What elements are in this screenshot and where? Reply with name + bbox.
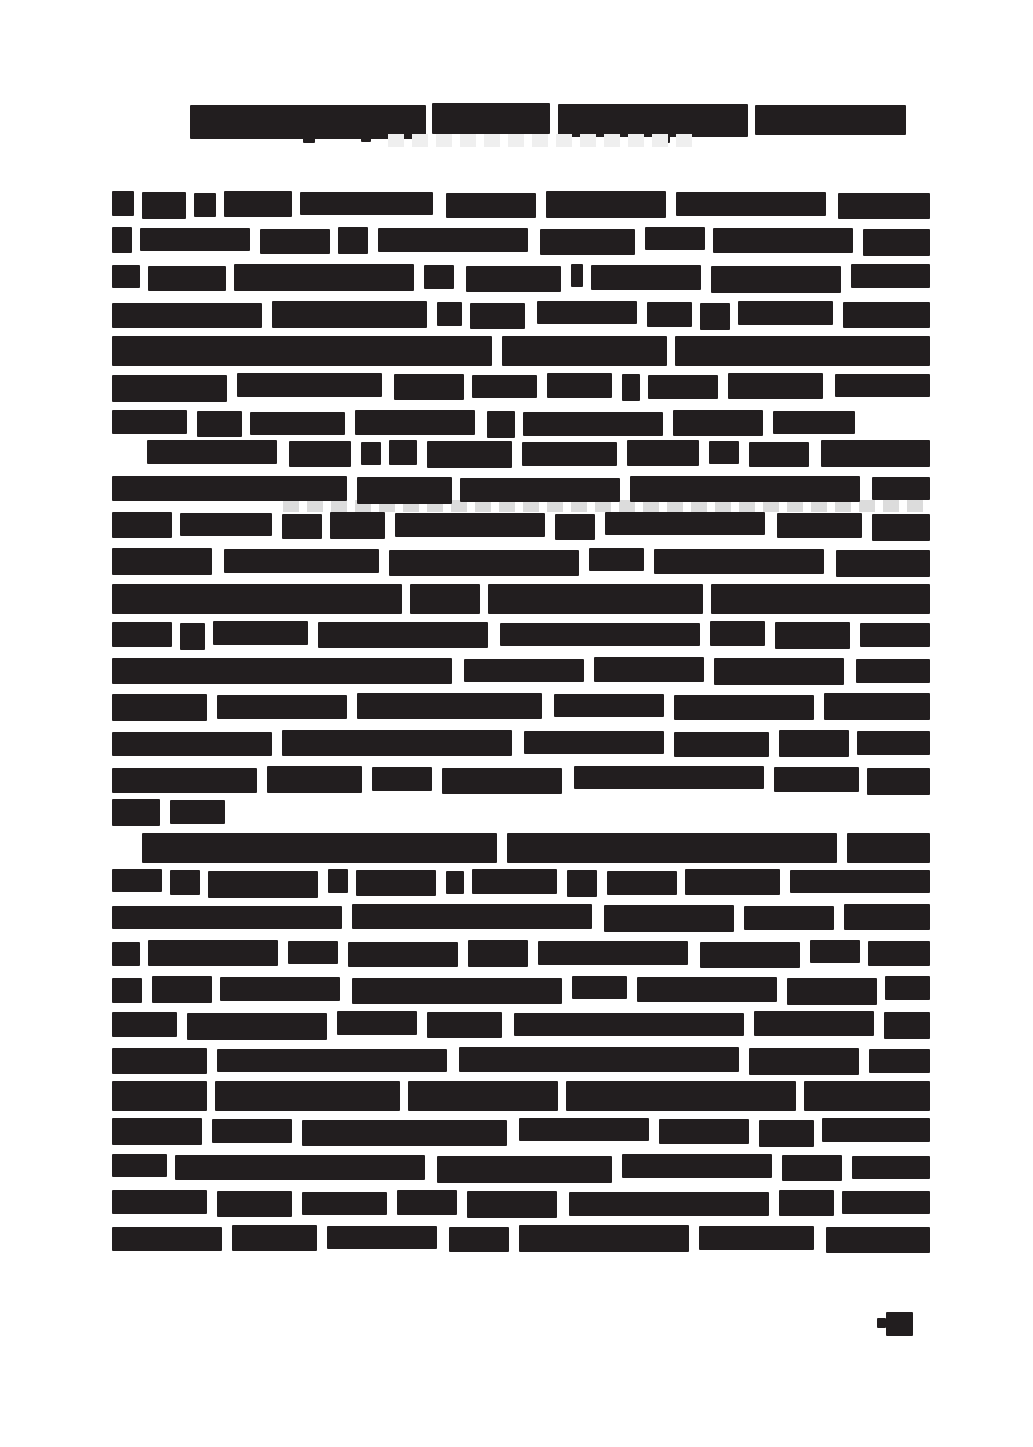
word-blob bbox=[810, 940, 860, 963]
word-blob bbox=[569, 1192, 769, 1216]
word-blob bbox=[711, 266, 841, 293]
word-blob bbox=[775, 622, 850, 649]
word-blob bbox=[357, 477, 452, 504]
word-blob bbox=[589, 548, 644, 571]
redacted-text-line bbox=[112, 549, 930, 576]
word-blob bbox=[302, 1120, 507, 1146]
word-blob bbox=[700, 303, 730, 330]
word-blob bbox=[112, 303, 262, 328]
word-blob bbox=[648, 375, 718, 399]
word-blob bbox=[645, 227, 705, 250]
redacted-text-line bbox=[112, 1119, 930, 1146]
word-blob bbox=[437, 1156, 612, 1183]
word-blob bbox=[605, 512, 765, 535]
redacted-text-line bbox=[112, 799, 225, 826]
redacted-text-line bbox=[112, 1155, 930, 1182]
word-blob bbox=[148, 266, 226, 291]
word-blob bbox=[744, 906, 834, 930]
word-blob bbox=[328, 869, 348, 893]
word-blob bbox=[836, 550, 930, 577]
word-blob bbox=[112, 768, 257, 793]
redacted-text-line bbox=[112, 905, 930, 932]
word-blob bbox=[372, 767, 432, 791]
redacted-running-header-line bbox=[190, 104, 906, 138]
word-blob bbox=[728, 373, 823, 399]
ghost-text-row bbox=[388, 134, 700, 147]
word-blob bbox=[537, 301, 637, 324]
word-blob bbox=[709, 441, 739, 464]
redacted-text-line bbox=[112, 977, 930, 1004]
word-blob bbox=[782, 1155, 842, 1181]
word-blob bbox=[112, 1154, 167, 1177]
word-blob bbox=[467, 1191, 557, 1218]
word-blob bbox=[567, 870, 597, 897]
word-blob bbox=[112, 1118, 202, 1145]
word-blob bbox=[538, 941, 688, 965]
word-blob bbox=[844, 904, 930, 930]
word-blob bbox=[872, 477, 930, 500]
word-blob bbox=[710, 621, 765, 646]
word-blob bbox=[112, 584, 402, 614]
word-blob bbox=[622, 1154, 772, 1178]
word-blob bbox=[357, 693, 542, 719]
word-blob bbox=[302, 1192, 387, 1215]
redacted-text-line bbox=[147, 441, 930, 468]
word-blob bbox=[488, 584, 703, 614]
word-blob bbox=[574, 766, 764, 789]
word-blob bbox=[197, 411, 242, 437]
redacted-text-line bbox=[112, 513, 930, 540]
word-blob bbox=[519, 1225, 689, 1252]
word-blob bbox=[523, 412, 663, 436]
word-blob bbox=[112, 1048, 207, 1074]
word-blob bbox=[566, 1081, 796, 1111]
word-blob bbox=[427, 1012, 502, 1038]
word-blob bbox=[300, 192, 433, 215]
word-blob bbox=[674, 695, 814, 720]
redacted-text-line bbox=[112, 336, 930, 366]
word-blob bbox=[338, 227, 368, 254]
word-blob bbox=[389, 440, 417, 465]
word-blob bbox=[558, 104, 748, 137]
word-blob bbox=[232, 1225, 317, 1251]
word-blob bbox=[637, 977, 777, 1002]
word-blob bbox=[194, 193, 216, 217]
word-blob bbox=[851, 264, 930, 288]
word-blob bbox=[397, 1190, 457, 1215]
word-blob bbox=[711, 584, 930, 614]
word-blob bbox=[654, 549, 824, 574]
word-blob bbox=[460, 478, 620, 502]
redacted-text-line bbox=[112, 1012, 930, 1039]
word-blob bbox=[446, 193, 536, 218]
word-blob bbox=[868, 941, 930, 966]
word-blob bbox=[250, 412, 345, 435]
word-blob bbox=[112, 548, 212, 575]
word-blob bbox=[361, 442, 381, 465]
word-blob bbox=[472, 375, 537, 398]
redacted-text-line bbox=[112, 1081, 930, 1111]
word-blob bbox=[838, 193, 930, 219]
word-blob bbox=[170, 800, 225, 824]
redacted-text-line bbox=[112, 1048, 930, 1075]
word-blob bbox=[826, 1227, 930, 1253]
redacted-text-line bbox=[112, 265, 930, 292]
word-blob bbox=[449, 1227, 509, 1252]
word-blob bbox=[884, 1012, 930, 1039]
word-blob bbox=[112, 476, 347, 501]
word-blob bbox=[500, 623, 700, 646]
word-blob bbox=[507, 833, 837, 863]
word-blob bbox=[142, 833, 497, 863]
word-blob bbox=[217, 695, 347, 719]
redacted-text-line bbox=[112, 731, 930, 758]
word-blob bbox=[142, 192, 186, 219]
redacted-text-line bbox=[112, 192, 930, 219]
word-blob bbox=[787, 978, 877, 1005]
word-blob bbox=[675, 336, 930, 366]
word-blob bbox=[790, 870, 930, 893]
word-blob bbox=[856, 659, 930, 683]
word-blob bbox=[847, 833, 930, 863]
word-blob bbox=[554, 694, 664, 717]
word-blob bbox=[394, 374, 464, 400]
word-blob bbox=[673, 410, 763, 436]
word-blob bbox=[352, 978, 562, 1004]
word-blob bbox=[356, 870, 436, 896]
word-blob bbox=[804, 1081, 930, 1111]
redacted-text-line bbox=[112, 694, 930, 721]
word-blob bbox=[872, 514, 930, 541]
word-blob bbox=[112, 191, 134, 216]
word-blob bbox=[524, 731, 664, 754]
word-blob bbox=[112, 906, 342, 929]
redacted-text-line bbox=[112, 477, 930, 504]
header-descender-blob bbox=[361, 134, 371, 142]
word-blob bbox=[224, 549, 379, 573]
word-blob bbox=[821, 440, 930, 467]
word-blob bbox=[112, 658, 452, 684]
header-descender-blob bbox=[303, 134, 315, 143]
word-blob bbox=[630, 476, 860, 502]
word-blob bbox=[378, 228, 528, 252]
word-blob bbox=[459, 1047, 739, 1072]
word-blob bbox=[659, 1119, 749, 1144]
word-blob bbox=[738, 301, 833, 325]
redacted-text-line bbox=[112, 941, 930, 968]
word-blob bbox=[112, 1190, 207, 1214]
word-blob bbox=[187, 1013, 327, 1040]
word-blob bbox=[714, 658, 844, 685]
word-blob bbox=[842, 1191, 930, 1214]
word-blob bbox=[112, 375, 227, 402]
word-blob bbox=[208, 871, 318, 898]
word-blob bbox=[674, 732, 769, 757]
word-blob bbox=[112, 227, 132, 253]
page-number-blob-part bbox=[877, 1318, 886, 1328]
word-blob bbox=[835, 374, 930, 397]
word-blob bbox=[234, 264, 414, 291]
word-blob bbox=[410, 584, 480, 614]
word-blob bbox=[571, 264, 583, 287]
word-blob bbox=[272, 301, 427, 328]
word-blob bbox=[318, 622, 488, 648]
word-blob bbox=[112, 869, 162, 892]
word-blob bbox=[647, 302, 692, 327]
word-blob bbox=[749, 442, 809, 467]
word-blob bbox=[464, 659, 584, 682]
word-blob bbox=[288, 941, 338, 964]
redacted-text-line bbox=[112, 228, 930, 255]
word-blob bbox=[217, 1049, 447, 1072]
word-blob bbox=[424, 265, 454, 289]
word-blob bbox=[540, 229, 635, 255]
word-blob bbox=[112, 622, 172, 647]
word-blob bbox=[352, 904, 592, 929]
word-blob bbox=[779, 1190, 834, 1216]
redacted-text-line bbox=[112, 1226, 930, 1253]
word-blob bbox=[112, 1012, 177, 1037]
page-number-blob-part bbox=[886, 1312, 913, 1336]
word-blob bbox=[713, 228, 853, 253]
word-blob bbox=[220, 977, 340, 1001]
word-blob bbox=[824, 693, 930, 720]
word-blob bbox=[843, 302, 930, 328]
redacted-text-line bbox=[112, 870, 930, 897]
word-blob bbox=[522, 442, 617, 466]
word-blob bbox=[147, 440, 277, 464]
word-blob bbox=[140, 228, 250, 251]
word-blob bbox=[777, 513, 862, 538]
word-blob bbox=[822, 1118, 930, 1142]
word-blob bbox=[267, 766, 362, 793]
word-blob bbox=[112, 410, 187, 434]
word-blob bbox=[867, 768, 930, 795]
word-blob bbox=[446, 871, 464, 894]
word-blob bbox=[547, 373, 612, 398]
word-blob bbox=[224, 191, 292, 217]
word-blob bbox=[212, 1119, 292, 1143]
word-blob bbox=[112, 512, 172, 538]
word-blob bbox=[389, 550, 579, 576]
redacted-text-line bbox=[112, 411, 855, 438]
word-blob bbox=[572, 976, 627, 999]
word-blob bbox=[627, 440, 699, 466]
word-blob bbox=[112, 942, 140, 966]
word-blob bbox=[607, 871, 677, 895]
word-blob bbox=[857, 731, 930, 755]
redacted-text-line bbox=[112, 622, 930, 649]
word-blob bbox=[555, 514, 595, 540]
word-blob bbox=[487, 411, 515, 438]
word-blob bbox=[514, 1013, 744, 1036]
word-blob bbox=[754, 1011, 874, 1036]
word-blob bbox=[112, 1081, 207, 1111]
word-blob bbox=[213, 621, 308, 645]
redacted-text-line bbox=[112, 374, 930, 401]
word-blob bbox=[885, 976, 930, 1000]
redacted-text-line bbox=[112, 302, 930, 329]
word-blob bbox=[468, 940, 528, 967]
word-blob bbox=[852, 1156, 930, 1179]
word-blob bbox=[327, 1226, 437, 1249]
word-blob bbox=[282, 514, 322, 539]
word-blob bbox=[432, 103, 550, 134]
word-blob bbox=[676, 192, 826, 216]
word-blob bbox=[466, 266, 561, 292]
word-blob bbox=[148, 940, 278, 966]
word-blob bbox=[237, 373, 382, 397]
word-blob bbox=[112, 265, 140, 288]
word-blob bbox=[330, 512, 385, 539]
word-blob bbox=[442, 768, 562, 794]
word-blob bbox=[112, 978, 142, 1003]
redacted-text-line bbox=[142, 833, 930, 863]
word-blob bbox=[699, 1226, 814, 1250]
word-blob bbox=[112, 336, 492, 366]
word-blob bbox=[774, 767, 859, 792]
word-blob bbox=[152, 976, 212, 1003]
word-blob bbox=[472, 869, 557, 894]
word-blob bbox=[755, 105, 906, 135]
word-blob bbox=[112, 732, 272, 756]
word-blob bbox=[749, 1048, 859, 1075]
word-blob bbox=[863, 229, 930, 256]
word-blob bbox=[604, 905, 734, 932]
word-blob bbox=[180, 623, 205, 650]
word-blob bbox=[112, 694, 207, 721]
word-blob bbox=[260, 229, 330, 254]
word-blob bbox=[502, 336, 667, 366]
word-blob bbox=[282, 730, 512, 756]
word-blob bbox=[427, 441, 512, 468]
word-blob bbox=[519, 1118, 649, 1141]
word-blob bbox=[470, 303, 525, 329]
word-blob bbox=[685, 869, 780, 895]
word-blob bbox=[337, 1011, 417, 1035]
word-blob bbox=[170, 870, 200, 895]
redacted-text-line bbox=[112, 658, 930, 685]
word-blob bbox=[408, 1081, 558, 1111]
word-blob bbox=[437, 302, 462, 326]
word-blob bbox=[348, 942, 458, 967]
word-blob bbox=[175, 1155, 425, 1180]
word-blob bbox=[869, 1049, 930, 1073]
word-blob bbox=[112, 1227, 222, 1251]
word-blob bbox=[594, 657, 704, 682]
word-blob bbox=[700, 942, 800, 968]
word-blob bbox=[759, 1120, 814, 1147]
word-blob bbox=[112, 799, 160, 826]
word-blob bbox=[355, 410, 475, 435]
word-blob bbox=[180, 513, 272, 536]
word-blob bbox=[773, 411, 855, 434]
word-blob bbox=[622, 374, 640, 401]
redacted-text-line bbox=[112, 767, 930, 794]
word-blob bbox=[779, 730, 849, 757]
word-blob bbox=[860, 623, 930, 647]
redacted-text-line bbox=[112, 1191, 930, 1218]
word-blob bbox=[546, 191, 666, 218]
word-blob bbox=[289, 441, 351, 467]
word-blob bbox=[395, 513, 545, 537]
word-blob bbox=[215, 1081, 400, 1111]
redacted-text-line bbox=[112, 584, 930, 614]
word-blob bbox=[591, 265, 701, 290]
word-blob bbox=[217, 1191, 292, 1217]
